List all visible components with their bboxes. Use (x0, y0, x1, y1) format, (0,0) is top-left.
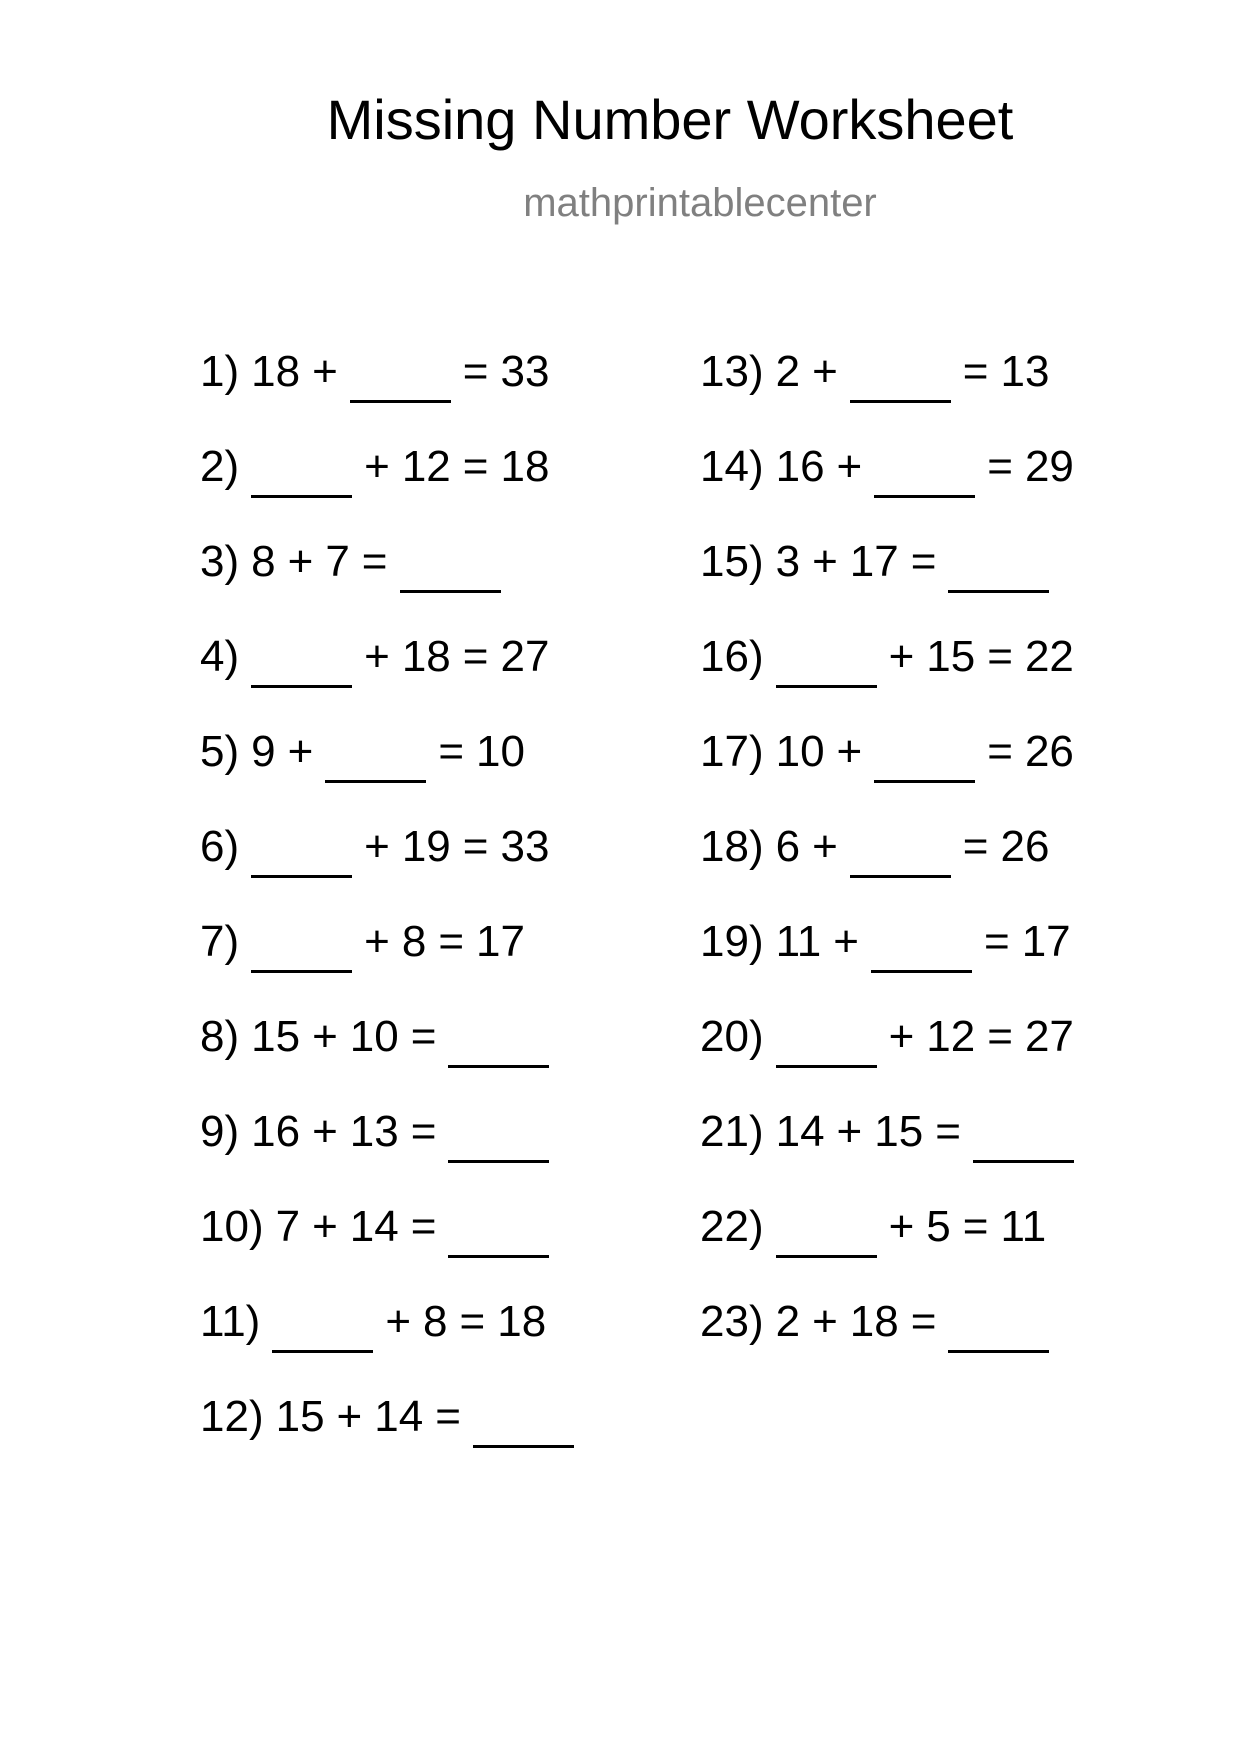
answer-blank[interactable] (400, 549, 501, 593)
operator-plus: + (364, 917, 390, 966)
operand-b: 12 (401, 442, 451, 491)
answer-blank[interactable] (874, 454, 975, 498)
equals-sign: = (462, 347, 489, 396)
answer-blank[interactable] (776, 1024, 877, 1068)
answer-blank[interactable] (350, 359, 451, 403)
operator-plus: + (364, 822, 390, 871)
answer-blank[interactable] (251, 644, 352, 688)
problem-number: 16) (700, 632, 764, 681)
problem-item (200, 822, 586, 920)
operand-a: 6 (775, 822, 801, 871)
operand-a: 8 (251, 537, 276, 586)
answer-blank[interactable] (850, 359, 951, 403)
operand-a: 2 (775, 347, 801, 396)
operand-a: 3 (775, 537, 801, 586)
answer-blank[interactable] (251, 929, 352, 973)
result: 11 (1000, 1202, 1047, 1251)
operand-a: 15 (275, 1392, 325, 1441)
worksheet-subtitle: mathprintablecenter (523, 181, 877, 225)
answer-blank[interactable] (948, 549, 1049, 593)
problem-item (200, 1297, 586, 1395)
operand-b: 5 (926, 1202, 951, 1251)
operand-b: 19 (401, 822, 451, 871)
result: 33 (500, 347, 550, 396)
operand-b: 14 (349, 1202, 399, 1251)
equals-sign: = (410, 1012, 437, 1061)
equals-sign: = (910, 537, 937, 586)
result: 10 (476, 727, 525, 776)
problem-item (200, 347, 586, 445)
operand-b: 15 (874, 1107, 924, 1156)
operand-a: 15 (251, 1012, 301, 1061)
operand-b: 17 (849, 537, 899, 586)
problem-number: 12) (200, 1392, 264, 1441)
problem-item (200, 727, 586, 825)
problem-number: 11) (200, 1297, 261, 1346)
equals-sign: = (910, 1297, 937, 1346)
equals-sign: = (935, 1107, 961, 1156)
worksheet-title: Missing Number Worksheet (326, 88, 1014, 151)
operand-a: 11 (775, 917, 822, 966)
equals-sign: = (987, 1012, 1013, 1061)
equals-sign: = (435, 1392, 461, 1441)
problem-item (200, 1107, 586, 1205)
answer-blank[interactable] (251, 454, 352, 498)
operator-plus: + (888, 1012, 915, 1061)
operator-plus: + (836, 727, 863, 776)
problem-item (200, 1012, 586, 1110)
operator-plus: + (888, 1202, 915, 1251)
operand-a: 18 (251, 347, 301, 396)
operand-a: 14 (775, 1107, 825, 1156)
equals-sign: = (462, 822, 489, 871)
problem-number: 21) (700, 1107, 764, 1156)
equals-sign: = (987, 632, 1013, 681)
problem-number: 1) (200, 347, 240, 396)
operator-plus: + (312, 1107, 338, 1156)
operand-a: 10 (775, 727, 825, 776)
problem-number: 18) (700, 822, 764, 871)
answer-blank[interactable] (871, 929, 972, 973)
operator-plus: + (385, 1297, 412, 1346)
operator-plus: + (312, 347, 338, 396)
operator-plus: + (836, 1107, 863, 1156)
result: 13 (1000, 347, 1050, 396)
result: 26 (1000, 822, 1050, 871)
problem-number: 13) (700, 347, 764, 396)
operator-plus: + (812, 1297, 838, 1346)
problem-number: 23) (700, 1297, 764, 1346)
operand-b: 10 (349, 1012, 399, 1061)
problem-item (700, 347, 1086, 445)
answer-blank[interactable] (776, 1214, 877, 1258)
equals-sign: = (962, 822, 989, 871)
equals-sign: = (462, 632, 489, 681)
operand-b: 8 (401, 917, 427, 966)
problem-number: 9) (200, 1107, 240, 1156)
problem-item (700, 727, 1086, 825)
result: 27 (500, 632, 550, 681)
equals-sign: = (962, 1202, 989, 1251)
problem-number: 6) (200, 822, 240, 871)
problem-item (700, 1202, 1086, 1300)
answer-blank[interactable] (874, 739, 975, 783)
operand-a: 9 (251, 727, 276, 776)
operator-plus: + (287, 537, 314, 586)
problem-number: 20) (700, 1012, 764, 1061)
operand-b: 12 (926, 1012, 976, 1061)
problem-number: 2) (200, 442, 240, 491)
problem-item (700, 822, 1086, 920)
result: 17 (1021, 917, 1071, 966)
problem-number: 19) (700, 917, 764, 966)
problem-number: 17) (700, 727, 764, 776)
operator-plus: + (287, 727, 314, 776)
equals-sign: = (438, 917, 465, 966)
answer-blank[interactable] (325, 739, 426, 783)
operand-b: 14 (374, 1392, 424, 1441)
answer-blank[interactable] (448, 1024, 549, 1068)
answer-blank[interactable] (948, 1309, 1049, 1353)
result: 18 (500, 442, 550, 491)
problem-item (700, 537, 1086, 635)
answer-blank[interactable] (850, 834, 951, 878)
problem-item (700, 442, 1086, 540)
operand-a: 16 (775, 442, 825, 491)
problem-item (200, 442, 586, 540)
answer-blank[interactable] (272, 1309, 373, 1353)
problem-column-right (700, 347, 1086, 1395)
operator-plus: + (364, 442, 390, 491)
operand-a: 2 (775, 1297, 801, 1346)
equals-sign: = (462, 442, 489, 491)
operator-plus: + (312, 1202, 338, 1251)
problem-item (700, 1297, 1086, 1395)
result: 17 (476, 917, 525, 966)
equals-sign: = (987, 727, 1013, 776)
equals-sign: = (962, 347, 989, 396)
result: 29 (1024, 442, 1074, 491)
operand-a: 16 (251, 1107, 301, 1156)
operator-plus: + (812, 537, 838, 586)
problem-number: 3) (200, 537, 240, 586)
operator-plus: + (888, 632, 915, 681)
problem-item (700, 632, 1086, 730)
operand-a: 7 (275, 1202, 301, 1251)
operand-b: 18 (401, 632, 451, 681)
problem-number: 22) (700, 1202, 764, 1251)
answer-blank[interactable] (251, 834, 352, 878)
problem-item (700, 1012, 1086, 1110)
operator-plus: + (812, 347, 838, 396)
problem-number: 14) (700, 442, 764, 491)
operator-plus: + (812, 822, 838, 871)
operator-plus: + (364, 632, 390, 681)
result: 27 (1024, 1012, 1074, 1061)
problem-number: 10) (200, 1202, 264, 1251)
answer-blank[interactable] (473, 1404, 574, 1448)
equals-sign: = (410, 1202, 437, 1251)
problem-number: 5) (200, 727, 240, 776)
operator-plus: + (836, 442, 863, 491)
equals-sign: = (361, 537, 388, 586)
operator-plus: + (833, 917, 859, 966)
result: 18 (497, 1297, 547, 1346)
answer-blank[interactable] (973, 1119, 1074, 1163)
answer-blank[interactable] (448, 1214, 549, 1258)
operand-b: 15 (926, 632, 976, 681)
equals-sign: = (983, 917, 1010, 966)
operator-plus: + (336, 1392, 363, 1441)
problem-item (200, 1392, 586, 1490)
problem-number: 7) (200, 917, 240, 966)
operand-b: 8 (423, 1297, 448, 1346)
problem-item (200, 632, 586, 730)
equals-sign: = (410, 1107, 437, 1156)
operand-b: 7 (325, 537, 350, 586)
equals-sign: = (459, 1297, 486, 1346)
problem-number: 4) (200, 632, 240, 681)
answer-blank[interactable] (448, 1119, 549, 1163)
result: 22 (1024, 632, 1074, 681)
problem-number: 8) (200, 1012, 240, 1061)
problem-item (700, 1107, 1086, 1205)
operator-plus: + (312, 1012, 338, 1061)
result: 26 (1024, 727, 1074, 776)
problem-item (700, 917, 1086, 1015)
answer-blank[interactable] (776, 644, 877, 688)
problem-column-left (200, 347, 586, 1490)
equals-sign: = (438, 727, 465, 776)
problem-number: 15) (700, 537, 764, 586)
problem-item (200, 537, 586, 635)
problem-item (200, 1202, 586, 1300)
result: 33 (500, 822, 550, 871)
problem-item (200, 917, 586, 1015)
operand-b: 18 (849, 1297, 899, 1346)
equals-sign: = (987, 442, 1013, 491)
operand-b: 13 (349, 1107, 399, 1156)
